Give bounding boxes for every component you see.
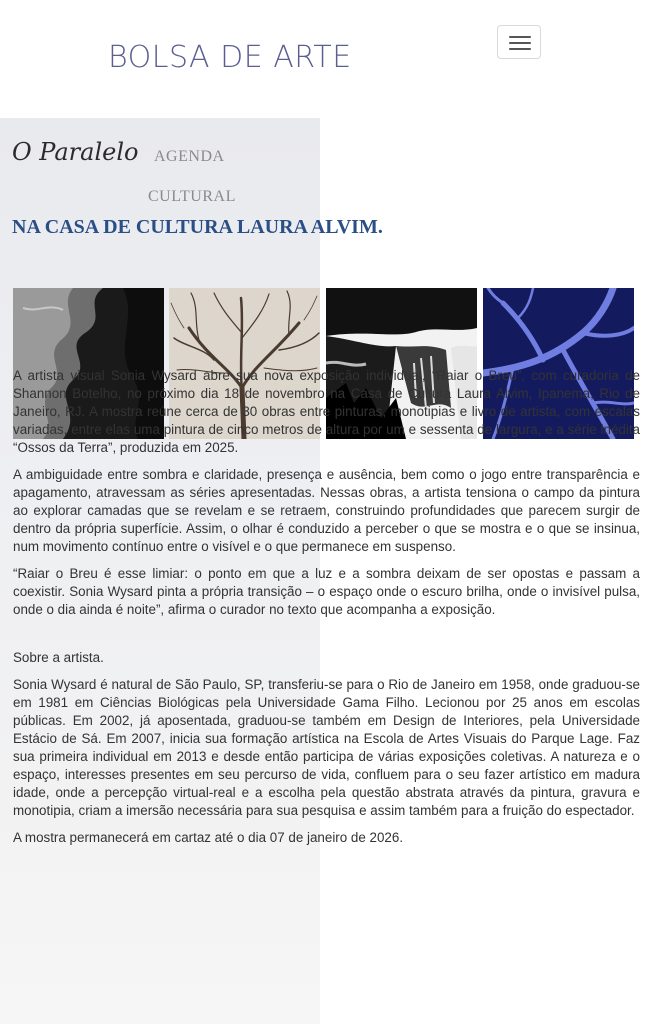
- hamburger-menu-button[interactable]: [497, 25, 541, 59]
- article-paragraph: A mostra permanecerá em cartaz até o dia 07 de janeiro de 2026.: [13, 830, 404, 845]
- site-header: [0, 0, 652, 118]
- hamburger-menu-icon-bar: [509, 42, 531, 44]
- about-artist-heading: Sobre a artista.: [13, 650, 104, 665]
- hamburger-menu-icon-bar: [509, 48, 531, 50]
- article-paragraph: A artista visual Sonia Wysard abre sua nova exposição individual, “Raiar o Breu”, com curadoria de Shannon Botelho, no próximo dia 18 de novembro na Casa de Cultura Laura Alvim, Ipanema, Rio de Janeiro, RJ. A mostra reúne cerca de 30 obras entre pinturas, monotipias e livro de artista, com escalas variadas, entre elas uma pintura de cinco metros de altura por um e sessenta de largura, e a série inédita “Ossos da Terra”, produzida em 2025.: [13, 368, 640, 455]
- article-paragraph: A ambiguidade entre sombra e claridade, presença e ausência, bem como o jogo entre transparência e apagamento, atravessam as séries apresentadas. Nessas obras, a artista tensiona o campo da pintura ao explorar camadas que se revelam e se retraem, construindo profundidades que parecem surgir de dentro da própria superfície. Assim, o olhar é conduzido a perceber o que se mostra e o que se insinua, num movimento contínuo entre o visível e o que permanece em suspenso.: [13, 467, 640, 554]
- category-logo[interactable]: O Paralelo: [12, 138, 139, 166]
- category-label[interactable]: AGENDA: [154, 148, 225, 165]
- article-paragraph: Sonia Wysard é natural de São Paulo, SP, transferiu-se para o Rio de Janeiro em 1958, onde graduou-se em 1981 em Ciências Biológicas pela Universidade Gama Filho. Lecionou por 25 anos em escolas públicas. Em 2002, já aposentada, graduou-se também em Design de Interiores, pela Universidade Estácio de Sá. Em 2007, inicia sua formação artística na Escola de Artes Visuais do Parque Lage. Faz sua primeira individual em 2013 e desde então participa de várias exposições coletivas. A natureza e o espaço, interesses presentes em seu percurso de vida, confluem para o seu fazer artístico em madura idade, onde a percepção virtual-real e a escolha pela questão abstrata através da pintura, gravura e monotipia, criam a imersão necessária para sua pesquisa e assim também para a fruição do espectador.: [13, 677, 640, 818]
- category-label-line2[interactable]: CULTURAL: [148, 188, 236, 205]
- hamburger-menu-icon: [509, 36, 531, 38]
- site-logo[interactable]: BOLSA DE ARTE: [108, 40, 352, 75]
- article-headline: NA CASA DE CULTURA LAURA ALVIM.: [12, 216, 383, 238]
- article-paragraph: “Raiar o Breu é esse limiar: o ponto em que a luz e a sombra deixam de ser opostas e passam a coexistir. Sonia Wysard pinta a própria transição – o espaço onde o escuro brilha, onde o invisível pulsa, onde o dia ainda é noite”, afirma o curador no texto que acompanha a exposição.: [13, 566, 640, 617]
- article-body: [13, 367, 640, 856]
